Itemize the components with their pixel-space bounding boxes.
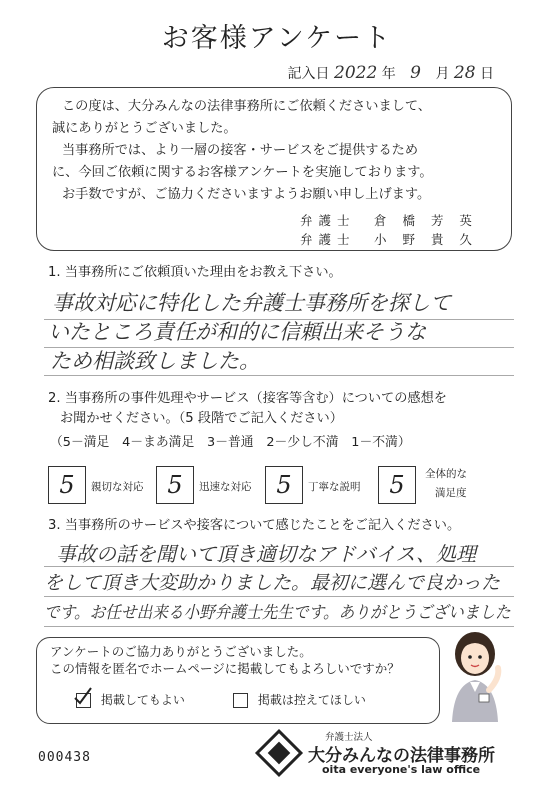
intro-text-1b: 誠にありがとうございました。 bbox=[52, 121, 237, 136]
rating-box-speed: 5 bbox=[156, 466, 194, 504]
question-1: 1. 当事務所にご依頼頂いた理由をお教え下さい。 bbox=[48, 265, 342, 280]
lawyer-signature-1: 弁護士 倉 橋 芳 英 bbox=[300, 213, 478, 228]
consent-no-label: 掲載は控えてほしい bbox=[257, 693, 366, 707]
date-day-unit: 日 bbox=[480, 66, 494, 82]
intro-text-2b: に、今回ご依頼に関するお客様アンケートを実施しております。 bbox=[52, 165, 433, 180]
intro-text-1a: この度は、大分みんなの法律事務所にご依頼くださいまして、 bbox=[62, 99, 431, 114]
rating-scale: （5－満足 4－まあ満足 3－普通 2－少し不満 1－不満） bbox=[50, 435, 411, 450]
rating-label-overall-2: 満足度 bbox=[435, 487, 467, 499]
lawyer-signature-2: 弁護士 小 野 貴 久 bbox=[300, 232, 478, 247]
consent-text-2: この情報を匿名でホームページに掲載してもよろしいですか？ bbox=[50, 661, 400, 676]
answer-1-line-2: いたところ責任が和的に信頼出来そうな bbox=[48, 320, 426, 344]
serial-number: 000438 bbox=[38, 750, 91, 765]
rating-box-kind: 5 bbox=[48, 466, 86, 504]
consent-option-no[interactable] bbox=[233, 691, 366, 708]
answer-line bbox=[44, 626, 514, 627]
date-month-unit: 月 bbox=[435, 66, 450, 82]
rating-label-explanation: 丁寧な説明 bbox=[308, 481, 361, 493]
answer-line bbox=[44, 596, 514, 597]
rating-box-overall: 5 bbox=[378, 466, 416, 504]
consent-no-checkbox[interactable] bbox=[233, 693, 248, 708]
date-day: 28 bbox=[453, 63, 476, 83]
consent-yes-checkbox[interactable] bbox=[76, 693, 91, 708]
rating-label-speed: 迅速な対応 bbox=[199, 481, 252, 493]
answer-1-line-1: 事故対応に特化した弁護士事務所を探して bbox=[52, 291, 451, 315]
question-2-line-2: お聞かせください。（5 段階でご記入ください） bbox=[60, 411, 343, 426]
entry-date bbox=[288, 63, 494, 83]
rating-label-overall-1: 全体的な bbox=[425, 468, 467, 480]
consent-text-1: アンケートのご協力ありがとうございました。 bbox=[50, 644, 312, 659]
firm-english-name: oita everyone's law office bbox=[322, 763, 481, 776]
firm-name: 大分みんなの法律事務所 bbox=[308, 746, 495, 766]
page-title: お客様アンケート bbox=[161, 23, 393, 54]
answer-3-line-1: 事故の話を聞いて頂き適切なアドバイス、処理 bbox=[56, 542, 476, 566]
question-2-line-1: 2. 当事務所の事件処理やサービス（接客等含む）についての感想を bbox=[48, 391, 447, 406]
question-3: 3. 当事務所のサービスや接客について感じたことをご記入ください。 bbox=[48, 518, 461, 533]
answer-3-line-2: をして頂き大変助かりました。最初に選んで良かった bbox=[44, 572, 501, 594]
consent-yes-label: 掲載してもよい bbox=[100, 693, 185, 707]
consent-option-yes[interactable] bbox=[76, 691, 185, 708]
answer-1-line-3: ため相談致しました。 bbox=[50, 349, 260, 373]
intro-text-2a: 当事務所では、より一層の接客・サービスをご提供するため bbox=[62, 143, 419, 158]
rating-box-explanation: 5 bbox=[265, 466, 303, 504]
rating-label-kind: 親切な対応 bbox=[91, 481, 144, 493]
answer-3-line-3: です。お任せ出来る小野弁護士先生です。ありがとうございました bbox=[44, 603, 511, 623]
date-year-unit: 年 bbox=[381, 66, 396, 82]
firm-logo bbox=[262, 736, 296, 770]
date-label: 記入日 bbox=[287, 66, 330, 82]
mascot-illustration bbox=[444, 628, 506, 722]
answer-line bbox=[44, 375, 514, 376]
date-month: 9 bbox=[410, 63, 421, 83]
check-mark-icon bbox=[73, 686, 93, 706]
date-year: 2022 bbox=[334, 63, 378, 83]
intro-text-3: お手数ですが、ご協力くださいますようお願い申し上げます。 bbox=[62, 187, 431, 202]
firm-prefix: 弁護士法人 bbox=[325, 732, 373, 743]
